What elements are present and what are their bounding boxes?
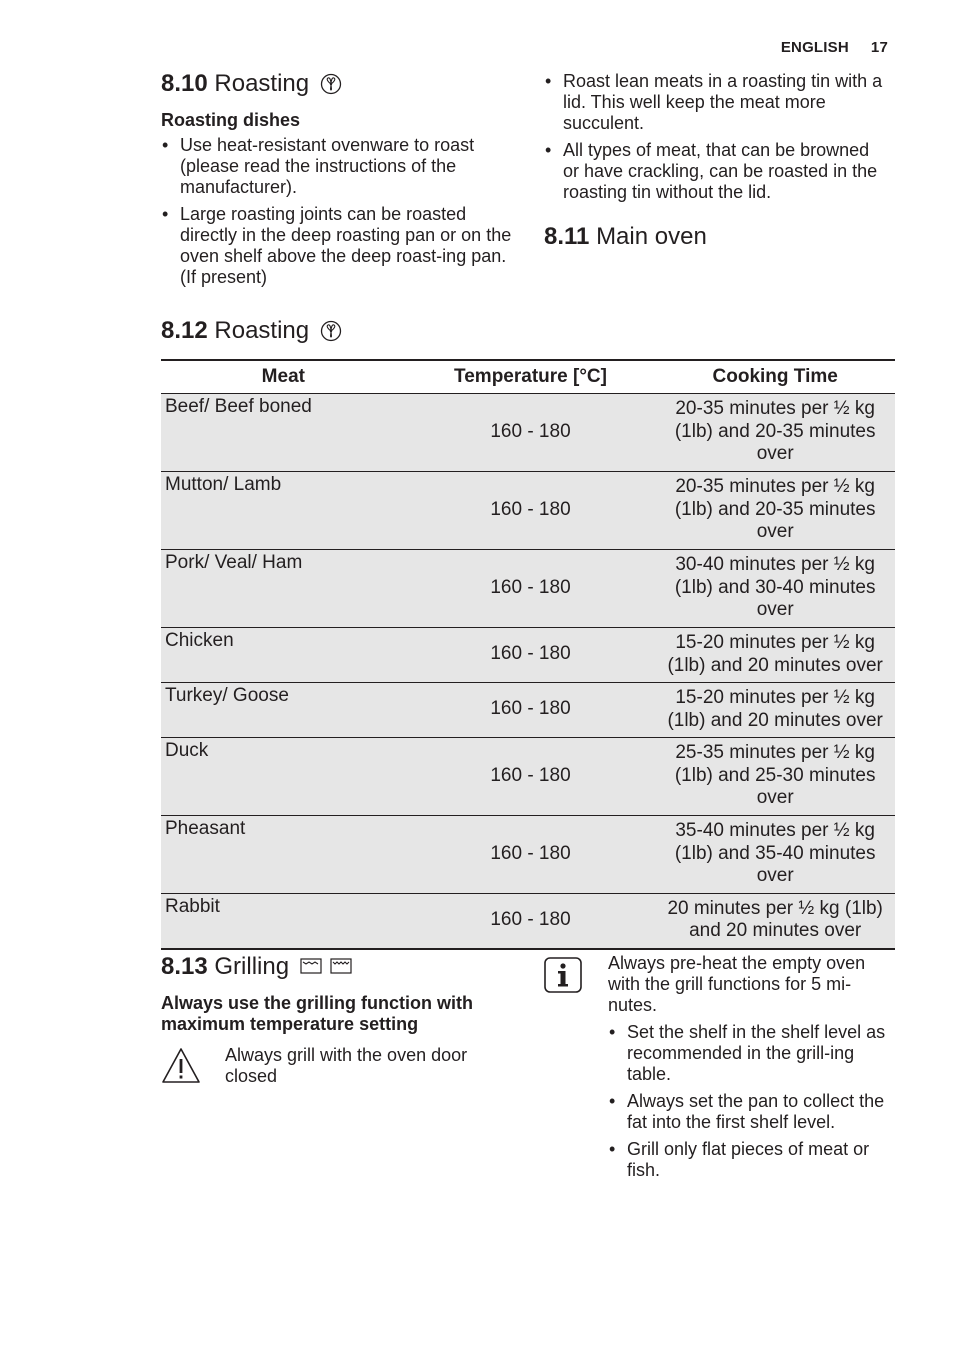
table-row [161, 816, 895, 894]
roasting-tips-list [544, 71, 889, 203]
table-row [161, 472, 895, 550]
meat-cell: Pork/ Veal/ Ham [161, 550, 406, 628]
cooking-time-cell: 30-40 minutes per ½ kg (1lb) and 30-40 minutes over [655, 550, 895, 628]
warning-triangle-icon [161, 1047, 201, 1085]
temperature-cell: 160 - 180 [406, 394, 656, 472]
section-8-12 [161, 317, 342, 345]
temperature-cell: 160 - 180 [406, 738, 656, 816]
roasting-dishes-subheading: Roasting dishes [161, 110, 301, 130]
meat-cell: Rabbit [161, 894, 406, 949]
section-8-13-info [544, 953, 894, 1187]
meat-cell: Mutton/ Lamb [161, 472, 406, 550]
grill-icon [300, 958, 322, 974]
warning-text: Always grill with the oven door closed [225, 1045, 468, 1086]
table-row [161, 738, 895, 816]
temperature-cell: 160 - 180 [406, 683, 656, 738]
roasting-table [161, 359, 895, 950]
column-header-temperature: Temperature [°C] [406, 360, 656, 394]
grilling-bold-note: Always use the grilling function with maximum temperature setting [161, 993, 474, 1034]
page-header [781, 39, 888, 56]
roasting-dishes-list [161, 135, 513, 288]
warning-note [161, 1045, 506, 1087]
section-8-12-title: 8.12 Roasting [161, 317, 342, 345]
section-8-10 [161, 70, 513, 294]
temperature-cell: 160 - 180 [406, 628, 656, 683]
language-label: ENGLISH [780, 39, 849, 56]
info-box-icon [544, 957, 582, 993]
table-row [161, 683, 895, 738]
info-note [544, 953, 894, 1187]
cooking-time-cell: 20 minutes per ½ kg (1lb) and 20 minutes over [655, 894, 895, 949]
table-row [161, 394, 895, 472]
section-8-13 [161, 953, 506, 1087]
meat-cell: Beef/ Beef boned [161, 394, 406, 472]
cooking-time-cell: 15-20 minutes per ½ kg (1lb) and 20 minutes over [655, 628, 895, 683]
info-content [608, 953, 890, 1187]
section-8-10-title: 8.10 Roasting [161, 70, 513, 98]
temperature-cell: 160 - 180 [406, 472, 656, 550]
column-header-cooking-time: Cooking Time [655, 360, 895, 394]
section-8-10-continued [544, 71, 889, 251]
list-item: • Set the shelf in the shelf level as recommended in the grill-ing table. [608, 1022, 890, 1085]
list-item: • Roast lean meats in a roasting tin with a lid. This well keep the meat more succulent. [544, 71, 889, 134]
meat-cell: Duck [161, 738, 406, 816]
list-item: • Grill only flat pieces of meat or fish. [608, 1139, 890, 1181]
cooking-time-cell: 35-40 minutes per ½ kg (1lb) and 35-40 minutes over [655, 816, 895, 894]
list-item: • All types of meat, that can be browned or have crackling, can be roasted in the roasting tin without the lid. [544, 140, 889, 203]
cooking-time-cell: 25-35 minutes per ½ kg (1lb) and 25-30 minutes over [655, 738, 895, 816]
fan-roasting-icon [320, 320, 342, 342]
full-grill-icon [330, 958, 352, 974]
column-header-meat: Meat [161, 360, 406, 394]
temperature-cell: 160 - 180 [406, 550, 656, 628]
table-row [161, 550, 895, 628]
cooking-time-cell: 15-20 minutes per ½ kg (1lb) and 20 minutes over [655, 683, 895, 738]
table-header-row [161, 360, 895, 394]
meat-cell: Chicken [161, 628, 406, 683]
cooking-time-cell: 20-35 minutes per ½ kg (1lb) and 20-35 minutes over [655, 394, 895, 472]
page-number: 17 [870, 39, 888, 56]
meat-cell: Turkey/ Goose [161, 683, 406, 738]
info-text: Always pre-heat the empty oven with the grill functions for 5 mi-nutes. [608, 953, 866, 1015]
list-item: • Always set the pan to collect the fat into the first shelf level. [608, 1091, 890, 1133]
fan-roasting-icon [320, 73, 342, 95]
section-8-11-title: 8.11 Main oven [544, 223, 707, 250]
section-8-13-title: 8.13 Grilling [161, 953, 506, 981]
table-row [161, 628, 895, 683]
table-row [161, 894, 895, 949]
temperature-cell: 160 - 180 [406, 894, 656, 949]
cooking-time-cell: 20-35 minutes per ½ kg (1lb) and 20-35 minutes over [655, 472, 895, 550]
temperature-cell: 160 - 180 [406, 816, 656, 894]
meat-cell: Pheasant [161, 816, 406, 894]
list-item: • Use heat-resistant ovenware to roast (please read the instructions of the manufacturer). [161, 135, 513, 198]
list-item: • Large roasting joints can be roasted directly in the deep roasting pan or on the oven shelf above the deep roast-ing pan. (If present) [161, 204, 513, 288]
grilling-tips-list [608, 1022, 890, 1181]
